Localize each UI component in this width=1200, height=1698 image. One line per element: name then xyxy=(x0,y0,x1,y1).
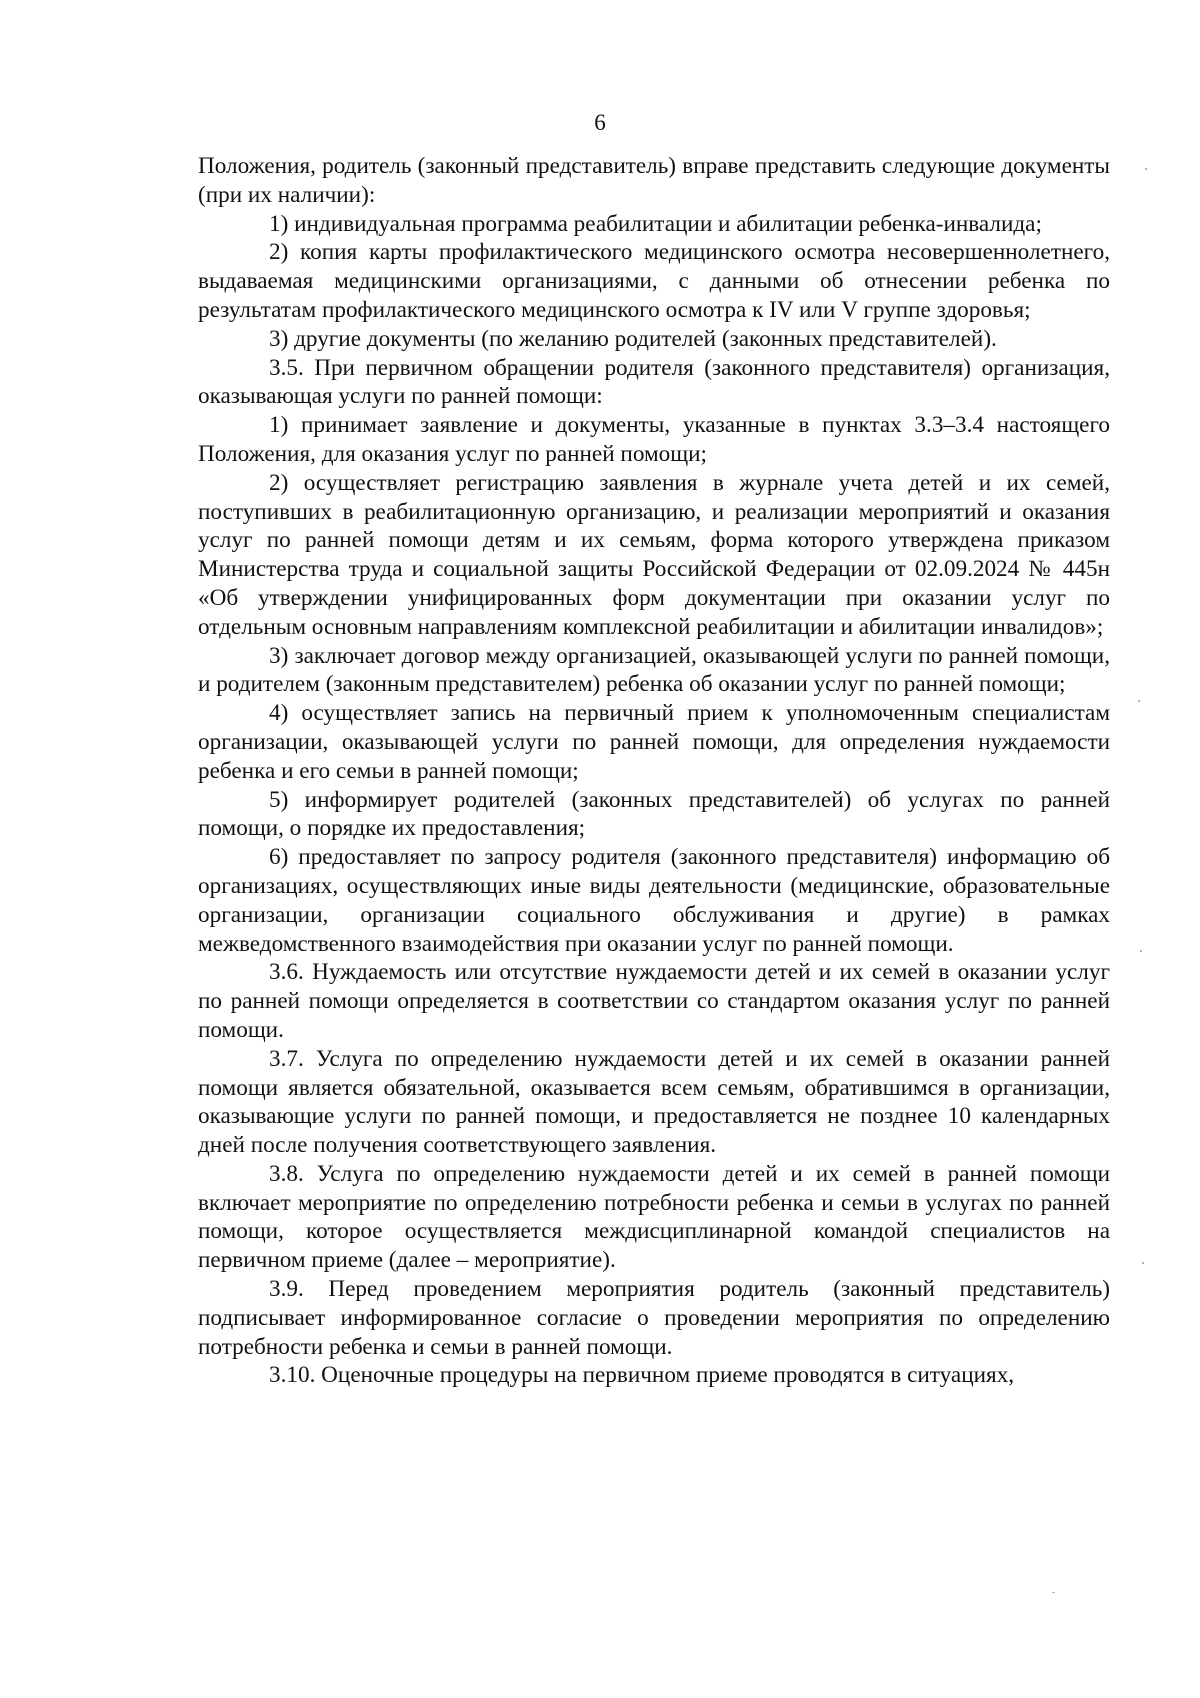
paragraph-3-10: 3.10. Оценочные процедуры на первичном приеме проводятся в ситуациях, xyxy=(269,1362,1015,1389)
list-item-3-5-4: 4) осуществляет запись на первичный прием к уполномоченным специалистам организации, оказывающей услуги по ранней помощи, для определения нуждаемости ребенка и его семьи в ранней помощи; xyxy=(198,700,1110,784)
paragraph-3-8: 3.8. Услуга по определению нуждаемости детей и их семей в ранней помощи включает мероприятие по определению потребности ребенка и семьи в услугах по ранней помощи, которое осуществляется междисциплинарной командой специалистов на первичном приеме (далее – мероприятие). xyxy=(198,1160,1110,1274)
scan-speck xyxy=(1138,700,1140,702)
page-number: 6 xyxy=(594,110,606,135)
paragraph-3-9: 3.9. Перед проведением мероприятия родитель (законный представитель) подписывает информированное согласие о проведении мероприятия по определению потребности ребенка и семьи в ранней помощи. xyxy=(198,1276,1110,1360)
list-item-3-5-6: 6) предоставляет по запросу родителя (законного представителя) информацию об организациях, осуществляющих иные виды деятельности (медицинские, образовательные организации, организации социального обслуживания и другие) в рамках межведомственного взаимодействия при оказании услуг по ранней помощи. xyxy=(198,844,1110,957)
scan-speck xyxy=(1145,168,1147,170)
list-item-3: 3) другие документы (по желанию родителей (законных представителей). xyxy=(269,325,997,352)
list-item-3-5-2: 2) осуществляет регистрацию заявления в журнале учета детей и их семей, поступивших в реабилитационную организацию, и реализации мероприятий и оказания услуг по ранней помощи детям и их семьям, форма которого утверждена приказом Министерства труда и социальной защиты Российской Федерации от 02.09.2024 № 445н «Об утверждении унифицированных форм документации при оказании услуг по отдельным основным направлениям комплексной реабилитации и абилитации инвалидов»; xyxy=(198,469,1110,640)
paragraph-continuation: Положения, родитель (законный представитель) вправе представить следующие документы (при их наличии): xyxy=(198,153,1110,208)
paragraph-3-7: 3.7. Услуга по определению нуждаемости детей и их семей в оказании ранней помощи является обязательной, оказывается всем семьям, обратившимся в организации, оказывающие услуги по ранней помощи, и предоставляется не позднее 10 календарных дней после получения соответствующего заявления. xyxy=(198,1045,1110,1159)
list-item-3-5-3: 3) заключает договор между организацией, оказывающей услуги по ранней помощи, и родителем (законным представителем) ребенка об оказании услуг по ранней помощи; xyxy=(198,642,1110,698)
paragraph-3-6: 3.6. Нуждаемость или отсутствие нуждаемости детей и их семей в оказании услуг по ранней помощи определяется в соответствии со стандартом оказания услуг по ранней помощи. xyxy=(198,959,1110,1043)
list-item-3-5-1: 1) принимает заявление и документы, указанные в пунктах 3.3–3.4 настоящего Положения, для оказания услуг по ранней помощи; xyxy=(198,412,1110,467)
paragraph-3-5: 3.5. При первичном обращении родителя (законного представителя) организация, оказывающая услуги по ранней помощи: xyxy=(198,354,1110,410)
scan-speck xyxy=(1142,1262,1144,1264)
list-item-3-5-5: 5) информирует родителей (законных представителей) об услугах по ранней помощи, о порядке их предоставления; xyxy=(198,786,1110,842)
document-body xyxy=(198,152,1110,1390)
scan-speck xyxy=(1052,1592,1055,1593)
scan-speck xyxy=(1140,950,1142,952)
list-item-2: 2) копия карты профилактического медицинского осмотра несовершеннолетнего, выдаваемая медицинскими организациями, с данными об отнесении ребенка по результатам профилактического медицинского осмотра к IV или V группе здоровья; xyxy=(198,239,1110,323)
list-item-1: 1) индивидуальная программа реабилитации и абилитации ребенка-инвалида; xyxy=(269,210,1042,237)
